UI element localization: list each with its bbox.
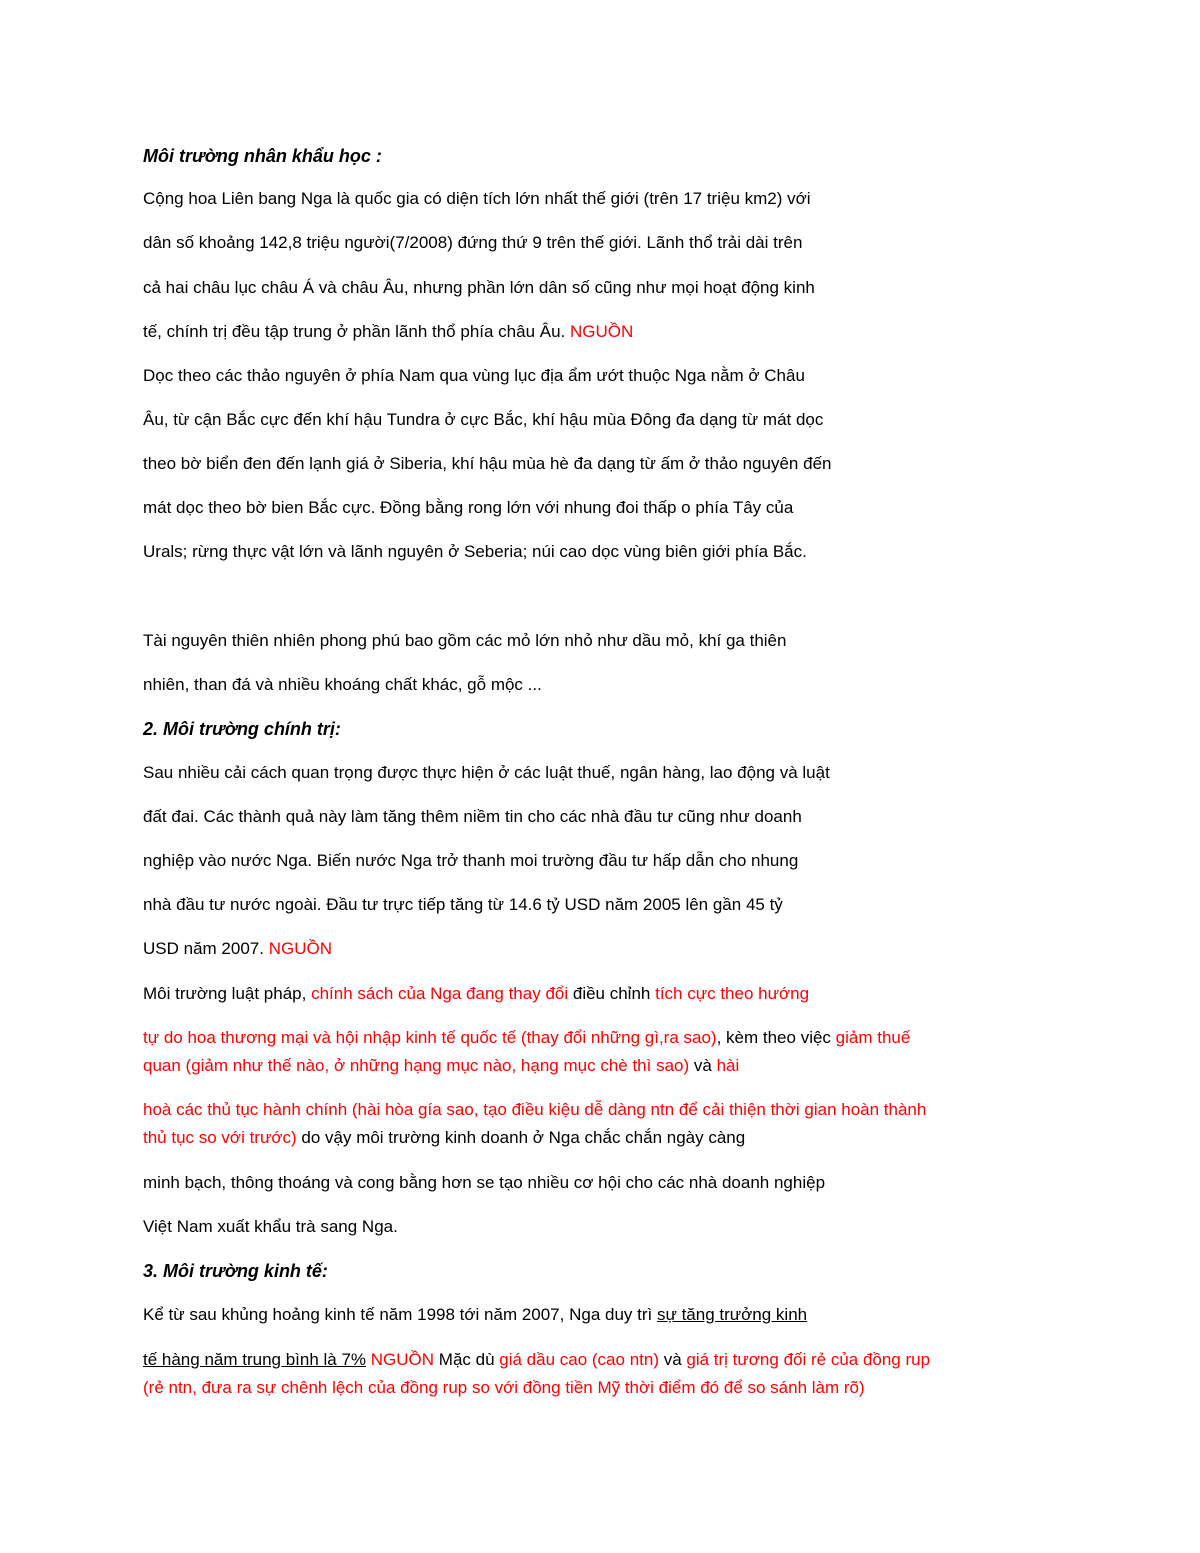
text-line: dân số khoảng 142,8 triệu người(7/2008) đứng thứ 9 trên thế giới. Lãnh thổ trải dài trên	[143, 233, 803, 252]
text-line: Âu, từ cận Bắc cực đến khí hậu Tundra ở cực Bắc, khí hậu mùa Đông đa dạng từ mát dọc	[143, 410, 824, 429]
comment-line: hoà các thủ tục hành chính (hài hòa gía sao, tạo điều kiệu dễ dàng ntn để cải thiện thời gian hoàn thành	[143, 1100, 927, 1119]
text-line: theo bờ biển đen đến lạnh giá ở Siberia, khí hậu mùa hè đa dạng từ ấm ở thảo nguyên đến	[143, 454, 832, 473]
text-line	[143, 983, 809, 1005]
text-run: và	[689, 1056, 717, 1075]
text-line: Urals; rừng thực vật lớn và lãnh nguyên ở Seberia; núi cao dọc vùng biên giới phía Bắc.	[143, 542, 807, 561]
comment-run: thủ tục so với trước)	[143, 1128, 297, 1147]
text-line	[143, 1055, 739, 1077]
text-line: nghiệp vào nước Nga. Biến nước Nga trở thanh moi trường đầu tư hấp dẫn cho nhung	[143, 851, 799, 870]
underlined-run: tế hàng năm trung bình là 7%	[143, 1350, 367, 1369]
text-run: tế, chính trị đều tập trung ở phần lãnh thổ phía châu Âu.	[143, 322, 566, 341]
text-line: đất đai. Các thành quả này làm tăng thêm niềm tin cho các nhà đầu tư cũng như doanh	[143, 807, 802, 826]
comment-run: chính sách của Nga đang thay đổi	[311, 984, 569, 1003]
heading-political: 2. Môi trường chính trị:	[143, 719, 341, 739]
text-line: Dọc theo các thảo nguyên ở phía Nam qua vùng lục địa ẩm ướt thuộc Nga nằm ở Châu	[143, 366, 805, 385]
text-line: mát dọc theo bờ bien Bắc cực. Đồng bằng rong lớn với nhung đoi thấp o phía Tây của	[143, 498, 794, 517]
text-run: USD năm 2007.	[143, 939, 264, 958]
text-run: và	[658, 1350, 687, 1369]
heading-economic: 3. Môi trường kinh tế:	[143, 1261, 328, 1281]
text-line: Cộng hoa Liên bang Nga là quốc gia có diện tích lớn nhất thế giới (trên 17 triệu km2) với	[143, 189, 811, 208]
comment-run: quan (giảm như thế nào, ở những hạng mục nào, hạng mục chè thì sao)	[143, 1056, 690, 1075]
source-note: NGUỒN	[268, 939, 332, 958]
heading-demographic: Môi trường nhân khẩu học :	[143, 146, 382, 166]
comment-run: giá dầu cao (cao ntn)	[499, 1350, 659, 1369]
comment-run: tự do hoa thương mại và hội nhập kinh tế quốc tế (thay đổi những gì,ra sao)	[143, 1028, 717, 1047]
text-line	[143, 1027, 910, 1049]
text-run: , kèm theo việc	[716, 1028, 836, 1047]
text-run: do vậy môi trường kinh doanh ở Nga chắc chắn ngày càng	[296, 1128, 746, 1147]
text-line	[143, 321, 633, 343]
text-line: Sau nhiều cải cách quan trọng được thực hiện ở các luật thuế, ngân hàng, lao động và luật	[143, 763, 830, 782]
text-line	[143, 938, 332, 960]
text-run: Mặc dù	[434, 1350, 500, 1369]
comment-run: hài	[716, 1056, 740, 1075]
text-run: Môi trường luật pháp,	[143, 984, 312, 1003]
text-line	[143, 1127, 745, 1149]
source-note: NGUỒN	[570, 322, 634, 341]
text-line: nhiên, than đá và nhiều khoáng chất khác, gỗ mộc ...	[143, 675, 542, 694]
comment-run: giảm thuế	[835, 1028, 911, 1047]
underlined-run: sự tăng trưởng kinh	[656, 1305, 808, 1324]
text-run: Kể từ sau khủng hoảng kinh tế năm 1998 tới năm 2007, Nga duy trì	[143, 1305, 657, 1324]
comment-run: giá trị tương đối rẻ của đồng rup	[686, 1350, 931, 1369]
text-run: điều chỉnh	[568, 984, 656, 1003]
text-line	[143, 1304, 807, 1326]
comment-run: tích cực theo hướng	[655, 984, 810, 1003]
text-line: Tài nguyên thiên nhiên phong phú bao gồm các mỏ lớn nhỏ như dầu mỏ, khí ga thiên	[143, 631, 787, 650]
text-line: Việt Nam xuất khẩu trà sang Nga.	[143, 1217, 398, 1236]
source-note: NGUỒN	[370, 1350, 435, 1369]
text-line: minh bạch, thông thoáng và cong bằng hơn se tạo nhiều cơ hội cho các nhà doanh nghiệp	[143, 1173, 826, 1192]
comment-line: (rẻ ntn, đưa ra sự chênh lệch của đồng rup so với đồng tiền Mỹ thời điểm đó để so sánh làm rõ)	[143, 1378, 865, 1397]
text-line: nhà đầu tư nước ngoài. Đầu tư trực tiếp tăng từ 14.6 tỷ USD năm 2005 lên gần 45 tỷ	[143, 895, 783, 914]
text-line: cả hai châu lục châu Á và châu Âu, nhưng phần lớn dân số cũng như mọi hoạt động kinh	[143, 278, 815, 297]
text-line	[143, 1349, 930, 1371]
